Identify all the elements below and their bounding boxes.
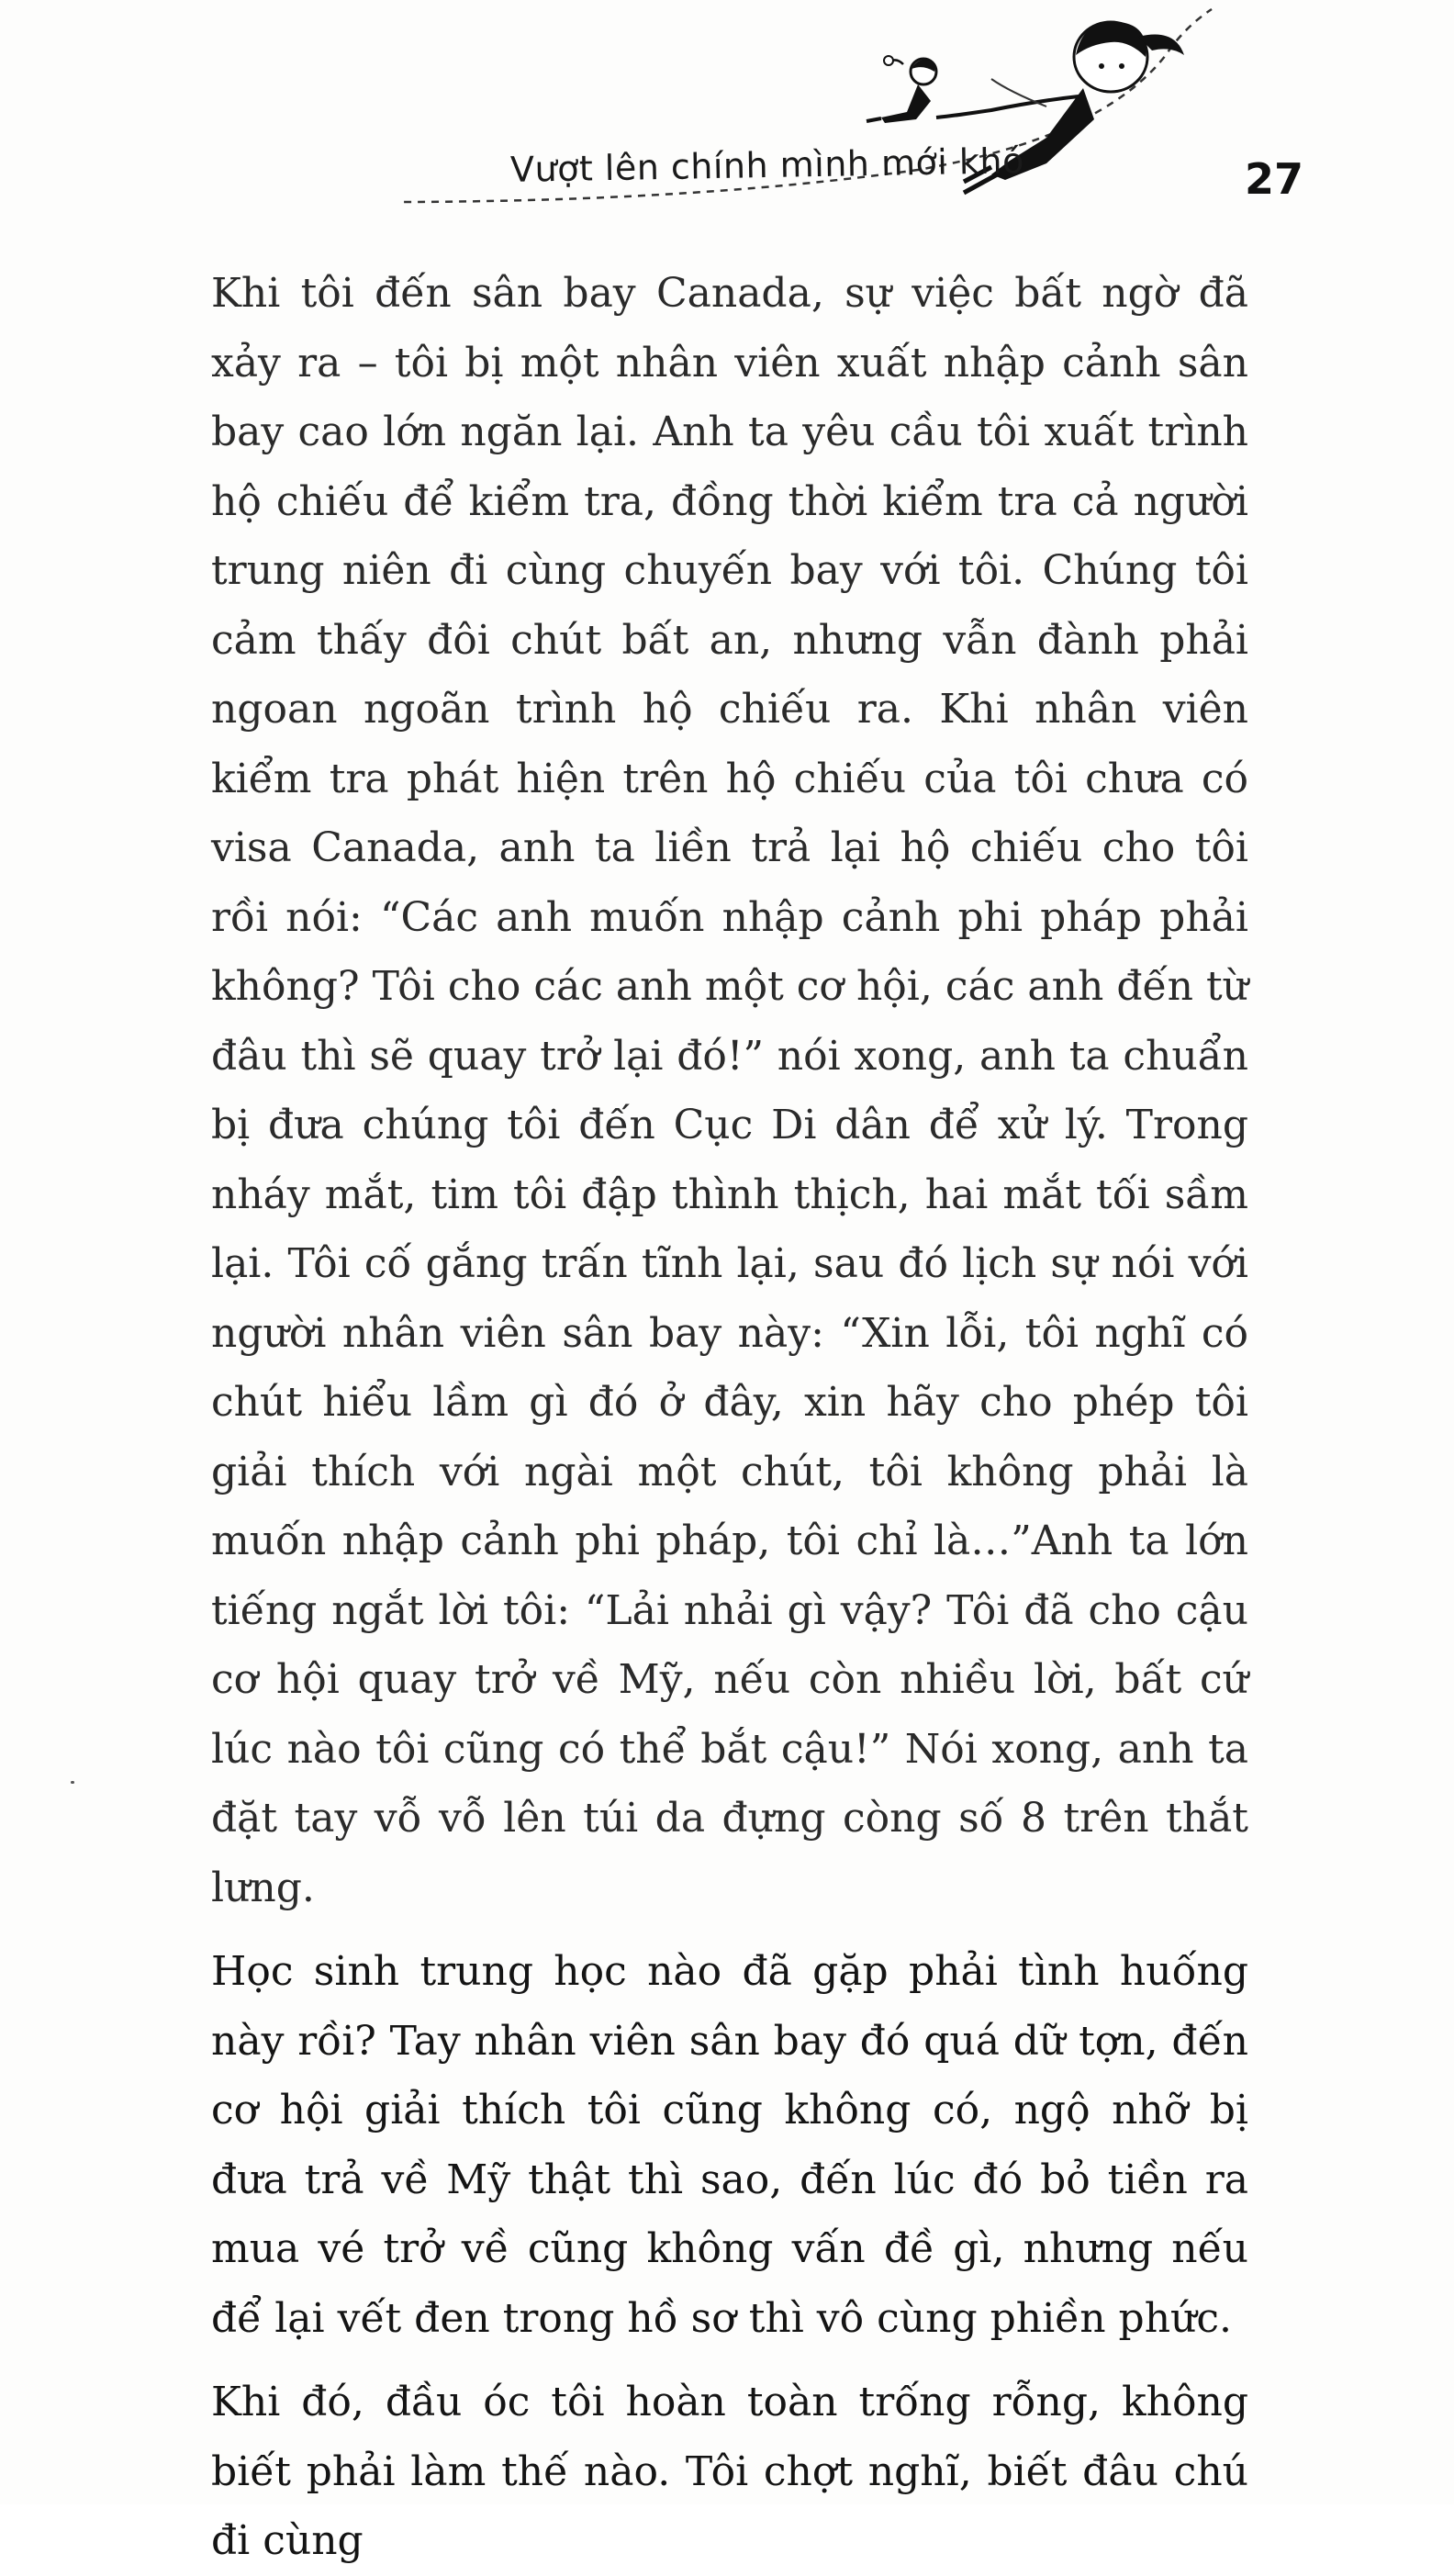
page-number: 27 bbox=[1245, 154, 1304, 204]
paragraph: Khi tôi đến sân bay Canada, sự việc bất ngờ đã xảy ra – tôi bị một nhân viên xuất nhập cảnh sân bay cao lớn ngăn lại. Anh ta yêu cầu tôi xuất trình hộ chiếu để kiểm tra, đồng thời kiểm tra cả người trung niên đi cùng chuyến bay với tôi. Chúng tôi cảm thấy đôi chút bất an, nhưng vẫn đành phải ngoan ngoãn trình hộ chiếu ra. Khi nhân viên kiểm tra phát hiện trên hộ chiếu của tôi chưa có visa Canada, anh ta liền trả lại hộ chiếu cho tôi rồi nói: “Các anh muốn nhập cảnh phi pháp phải không? Tôi cho các anh một cơ hội, các anh đến từ đâu thì sẽ quay trở lại đó!” nói xong, anh ta chuẩn bị đưa chúng tôi đến Cục Di dân để xử lý. Trong nháy mắt, tim tôi đập thình thịch, hai mắt tối sầm lại. Tôi cố gắng trấn tĩnh lại, sau đó lịch sự nói với người nhân viên sân bay này: “Xin lỗi, tôi nghĩ có chút hiểu lầm gì đó ở đây, xin hãy cho phép tôi giải thích với ngài một chút, tôi không phải là muốn nhập cảnh phi pháp, tôi chỉ là…”Anh ta lớn tiếng ngắt lời tôi: “Lải nhải gì vậy? Tôi đã cho cậu cơ hội quay trở về Mỹ, nếu còn nhiều lời, bất cứ lúc nào tôi cũng có thể bắt cậu!” Nói xong, anh ta đặt tay vỗ vỗ lên túi da đựng còng số 8 trên thắt lưng. bbox=[211, 270, 1248, 1911]
margin-speck bbox=[71, 1781, 74, 1784]
paragraph: Khi đó, đầu óc tôi hoàn toàn trống rỗng, không biết phải làm thế nào. Tôi chợt nghĩ, biết đâu chú đi cùng bbox=[211, 2379, 1248, 2564]
page-header bbox=[0, 0, 1454, 220]
running-head-title: Vượt lên chính mình mới khó bbox=[509, 140, 1025, 190]
body-text bbox=[211, 259, 1248, 2576]
paragraph: Học sinh trung học nào đã gặp phải tình huống này rồi? Tay nhân viên sân bay đó quá dữ tợn, đến cơ hội giải thích tôi cũng không có, ngộ nhỡ bị đưa trả về Mỹ thật thì sao, đến lúc đó bỏ tiền ra mua vé trở về cũng không vấn đề gì, nhưng nếu để lại vết đen trong hồ sơ thì vô cùng phiền phức. bbox=[211, 1948, 1248, 2342]
